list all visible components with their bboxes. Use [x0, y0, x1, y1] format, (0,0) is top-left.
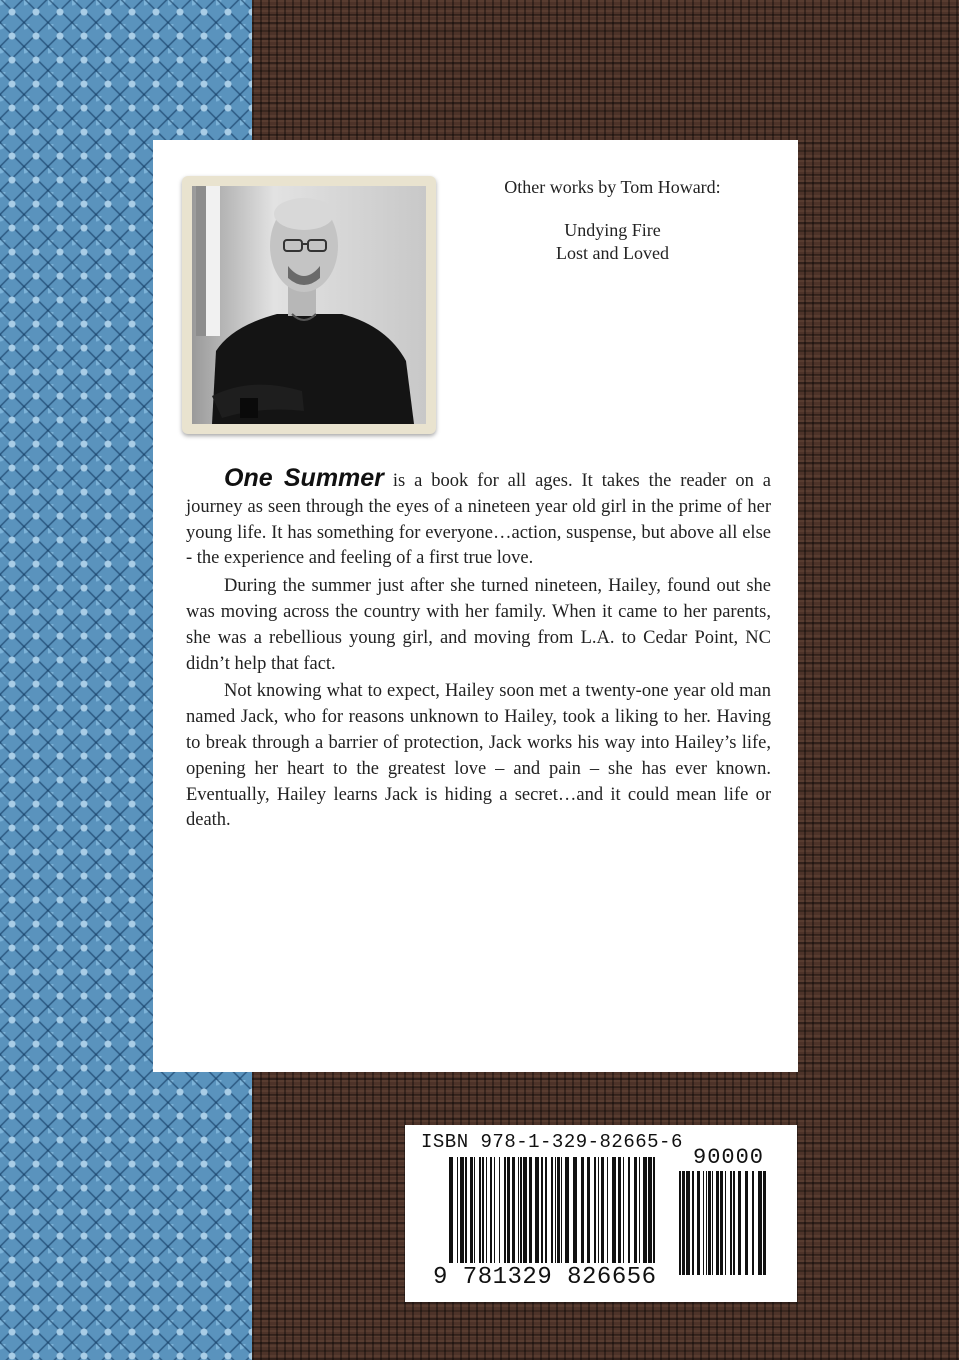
barcode-bar [486, 1157, 487, 1263]
barcode-bar [607, 1157, 608, 1263]
barcode-bar [716, 1171, 719, 1275]
book-description [186, 466, 771, 836]
barcode-bar [460, 1157, 464, 1263]
barcode-bar [703, 1171, 704, 1275]
description-paragraph: Not knowing what to expect, Hailey soon met a twenty-one year old man named Jack, who for reasons unknown to Hailey, took a liking to her. Having to break through a barrier of protection, Jack works his way into Hailey’s life, opening her heart to the greatest love – and pain – she has ever known. Eventually, Hailey learns Jack is hiding a secret…and it could mean life or death. [186, 681, 771, 831]
barcode-bar [535, 1157, 539, 1263]
barcode-bar [565, 1157, 569, 1263]
description-paragraph: During the summer just after she turned nineteen, Hailey, found out she was moving across the country with her family. When it came to her parents, she was a rebellious young girl, and moving from L.A. to Cedar Point, NC didn’t help that fact. [186, 576, 771, 674]
barcode-bar [555, 1157, 556, 1263]
barcode-bar [730, 1171, 732, 1275]
barcode-bar [643, 1157, 647, 1263]
barcode-bar [758, 1171, 762, 1275]
barcode-bar [499, 1157, 500, 1263]
barcode-bar [697, 1171, 700, 1275]
barcode-bar [504, 1157, 506, 1263]
other-works-heading: Other works by Tom Howard: [504, 177, 721, 197]
isbn-label: ISBN 978-1-329-82665-6 [421, 1131, 683, 1153]
barcode-bar [706, 1171, 707, 1275]
description-paragraph [186, 466, 771, 572]
barcode-bar [679, 1171, 681, 1275]
barcode-bar [479, 1157, 481, 1263]
barcode-bar [512, 1157, 515, 1263]
barcode-bar [692, 1171, 694, 1275]
barcode-bar [653, 1157, 655, 1263]
barcode-bar [449, 1157, 453, 1263]
barcode-bar [628, 1157, 630, 1263]
other-works-section [440, 176, 785, 265]
barcode-bar [738, 1171, 741, 1275]
barcode-bar [733, 1171, 735, 1275]
barcode-bar [490, 1157, 492, 1263]
barcode-bar [686, 1171, 690, 1275]
barcode-bar [598, 1157, 599, 1263]
barcode-bar [601, 1157, 604, 1263]
barcode-bar [682, 1171, 685, 1275]
author-portrait-illustration [192, 186, 426, 424]
barcode-bar [561, 1157, 562, 1263]
author-photo-frame [182, 176, 436, 434]
barcode-bar [470, 1157, 473, 1263]
barcode-bar [518, 1157, 519, 1263]
barcode-bar [634, 1157, 637, 1263]
barcode-bar [529, 1157, 532, 1263]
barcode-bar [573, 1157, 577, 1263]
barcode-bar [551, 1157, 553, 1263]
barcode-bar [474, 1157, 475, 1263]
other-work-title: Undying Fire [564, 220, 661, 240]
barcode-bar [725, 1171, 726, 1275]
barcode-bar [612, 1157, 616, 1263]
barcode-bar [465, 1157, 467, 1263]
other-work-title: Lost and Loved [556, 243, 669, 263]
description-text: is a book for all ages. It takes the reader on a journey as seen through the eyes of a nineteen year old girl in the prime of her young life. It has something for everyone…action, suspense, but above all else - the experience and feeling of a first true love. [186, 471, 771, 569]
barcode-bar [720, 1171, 723, 1275]
price-code: 90000 [693, 1145, 765, 1170]
barcode-bar [494, 1157, 495, 1263]
barcode-bar [557, 1157, 560, 1263]
barcode-bar [520, 1157, 522, 1263]
ean-digits: 9 781329 826656 [433, 1264, 657, 1291]
barcode-bar [623, 1157, 624, 1263]
barcode-bar [507, 1157, 510, 1263]
barcode-bar [482, 1157, 484, 1263]
barcode-bar [745, 1171, 748, 1275]
barcode-bar [618, 1157, 621, 1263]
barcode-bar [708, 1171, 711, 1275]
addon-bars [679, 1171, 766, 1275]
barcode-bar [541, 1157, 543, 1263]
barcode-bar [648, 1157, 652, 1263]
barcode-bar [587, 1157, 590, 1263]
barcode-bar [752, 1171, 754, 1275]
barcode-bar [545, 1157, 547, 1263]
isbn-barcode [405, 1125, 797, 1302]
book-title: One Summer [224, 464, 384, 492]
barcode-bar [763, 1171, 766, 1275]
barcode-bar [457, 1157, 458, 1263]
barcode-bar [581, 1157, 584, 1263]
author-photo [192, 186, 426, 424]
barcode-bar [523, 1157, 527, 1263]
ean-bars [449, 1157, 655, 1263]
barcode-bar [639, 1157, 640, 1263]
barcode-bar [594, 1157, 596, 1263]
barcode-bar [712, 1171, 713, 1275]
